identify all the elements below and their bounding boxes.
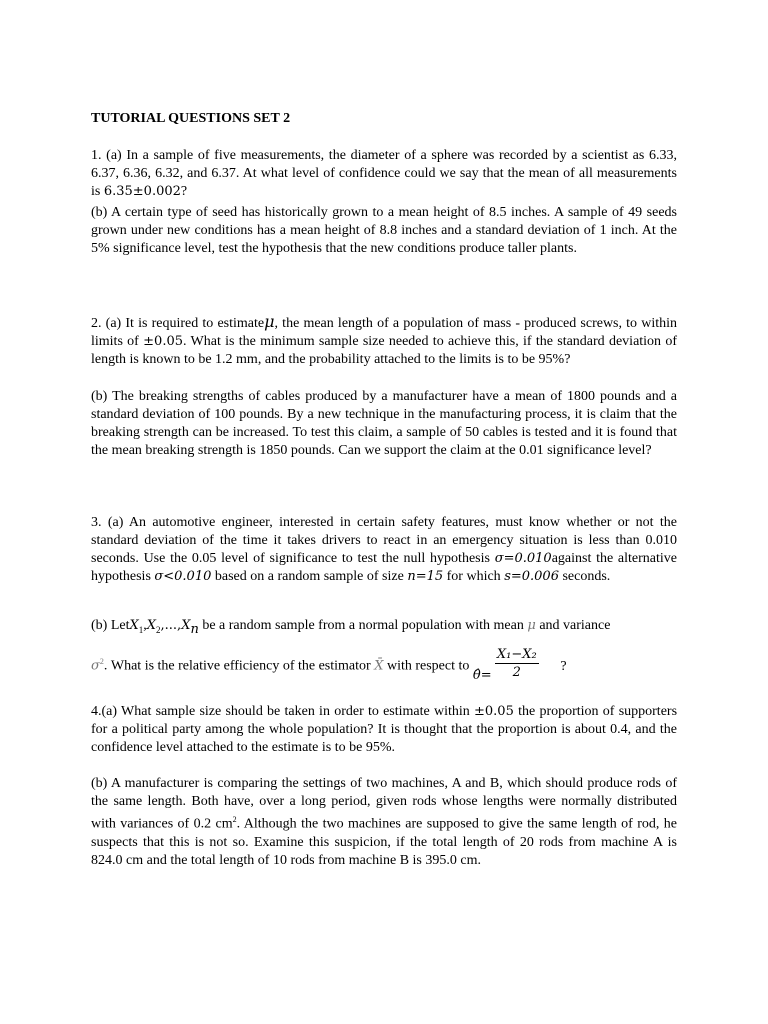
- q3a-std-dev: s=0.006: [504, 569, 559, 584]
- q3b-xbar: X̄: [374, 658, 384, 674]
- q3b-numerator: X₁−X₂: [496, 646, 537, 662]
- q3b-text3: and variance: [539, 618, 611, 633]
- question-1a: [91, 147, 677, 201]
- q3b-sigma: σ: [91, 658, 100, 674]
- q3b-text4: . What is the relative efficiency of the estimator: [103, 658, 371, 674]
- q3b-sigma-sup: 2: [99, 657, 104, 666]
- q2a-mu: μ: [264, 312, 275, 331]
- q3b-mu: μ: [527, 618, 536, 633]
- question-3b-cont: [91, 646, 677, 683]
- q4b-text2: . Although the two machines are supposed to give the same length of rod, he suspects that this is not so. Examine this suspicion, if the total length of 20 rods from machine A is 824.0 cm and the total length of 10 rods from machine B is 395.0 cm.: [91, 816, 677, 868]
- q4a-text1: 4.(a) What sample size should be taken in order to estimate within: [91, 704, 470, 719]
- q3b-text5: with respect to: [386, 658, 470, 674]
- q3b-end: ?: [560, 658, 567, 674]
- page-title: TUTORIAL QUESTIONS SET 2: [91, 111, 291, 126]
- question-2b: (b) The breaking strengths of cables produced by a manufacturer have a mean of 1800 pounds and a standard deviation of 100 pounds. By a new technique in the manufacturing process, it is claim that the breaking strength can be increased. To test this claim, a sample of 50 cables is tested and it is found that the mean breaking strength is 1850 pounds. Can we support the claim at the 0.01 significance level?: [91, 389, 677, 458]
- q3b-text1: (b) Let: [91, 618, 130, 633]
- q2a-text1: 2. (a) It is required to estimate: [91, 316, 265, 331]
- q3a-text1: 3. (a) An automotive engineer, interested in certain safety features, must know whether or not the standard deviation of the time it takes drivers to react in an emergency situation is less than 0.010 seconds. Use the 0.05 level of significance to test the null hypothesis: [91, 515, 677, 566]
- q3a-null-hypothesis: σ=0.010: [494, 551, 552, 566]
- q2a-text2: , the mean length of a population of mass - produced screws, to within limits of: [91, 316, 678, 349]
- q3b-subn: n: [190, 621, 199, 637]
- q4b-sup: 2: [232, 815, 237, 824]
- q3b-sub2: 2: [156, 624, 161, 635]
- q1a-end: ?: [180, 184, 188, 199]
- q3b-theta: θ̂=: [472, 667, 492, 683]
- q2a-text3: . What is the minimum sample size needed to achieve this, if the standard deviation of length is known to be 1.2 mm, and the probability attached to the limits is to be 95%?: [91, 334, 678, 367]
- q3a-text4: for which: [446, 569, 501, 584]
- q3a-sample-size: n=15: [407, 569, 444, 584]
- q3b-text2: be a random sample from a normal population with mean: [202, 618, 524, 633]
- q3b-xn: X: [181, 618, 191, 633]
- q2a-limit: ±0.05: [143, 334, 183, 349]
- question-4b: [91, 775, 677, 870]
- q1a-text: 1. (a) In a sample of five measurements, the diameter of a sphere was recorded by a scientist as 6.33, 6.37, 6.36, 6.32, and 6.37. At what level of confidence could we say that the mean of all measurements is: [91, 148, 677, 199]
- question-3a: [91, 514, 677, 586]
- question-2a: [91, 313, 677, 369]
- q4a-text2: the proportion of supporters for a political party among the whole population? It is thought that the proportion is about 0.4, and the confidence level attached to the estimate is to be 95%.: [91, 704, 678, 755]
- question-1b: (b) A certain type of seed has historically grown to a mean height of 8.5 inches. A sample of 49 seeds grown under new conditions has a mean height of 8.8 inches and a standard deviation of 1 inch. At the 5% significance level, test the hypothesis that the new conditions produce taller plants.: [91, 205, 677, 256]
- q3b-sub1: 1: [138, 624, 144, 635]
- q1a-math: 6.35±0.002: [103, 184, 181, 199]
- q3b-x2: X: [146, 618, 157, 633]
- q3a-text2: against the alternative hypothesis: [91, 551, 678, 584]
- q3a-text5: seconds.: [562, 569, 611, 584]
- q3b-denominator: 2: [512, 664, 521, 680]
- q3a-alt-hypothesis: σ<0.010: [154, 569, 212, 584]
- question-3b: (b) $LetX_1,X_2,...,X_n$ be a random sample from a normal population with mean μ and variance: [91, 618, 611, 637]
- q3b-x1: X: [129, 618, 139, 633]
- q3b-dots: ,...,: [160, 618, 182, 633]
- q3b-fraction: [495, 646, 539, 681]
- q4a-limit: ±0.05: [474, 704, 514, 719]
- q3a-text3: based on a random sample of size: [214, 569, 404, 584]
- q4b-text1: (b) A manufacturer is comparing the settings of two machines, A and B, which should produce rods of the same length. Both have, over a long period, given rods whose lengths were normally distributed with variances of 0.2 cm: [91, 776, 677, 832]
- question-4a: [91, 703, 677, 757]
